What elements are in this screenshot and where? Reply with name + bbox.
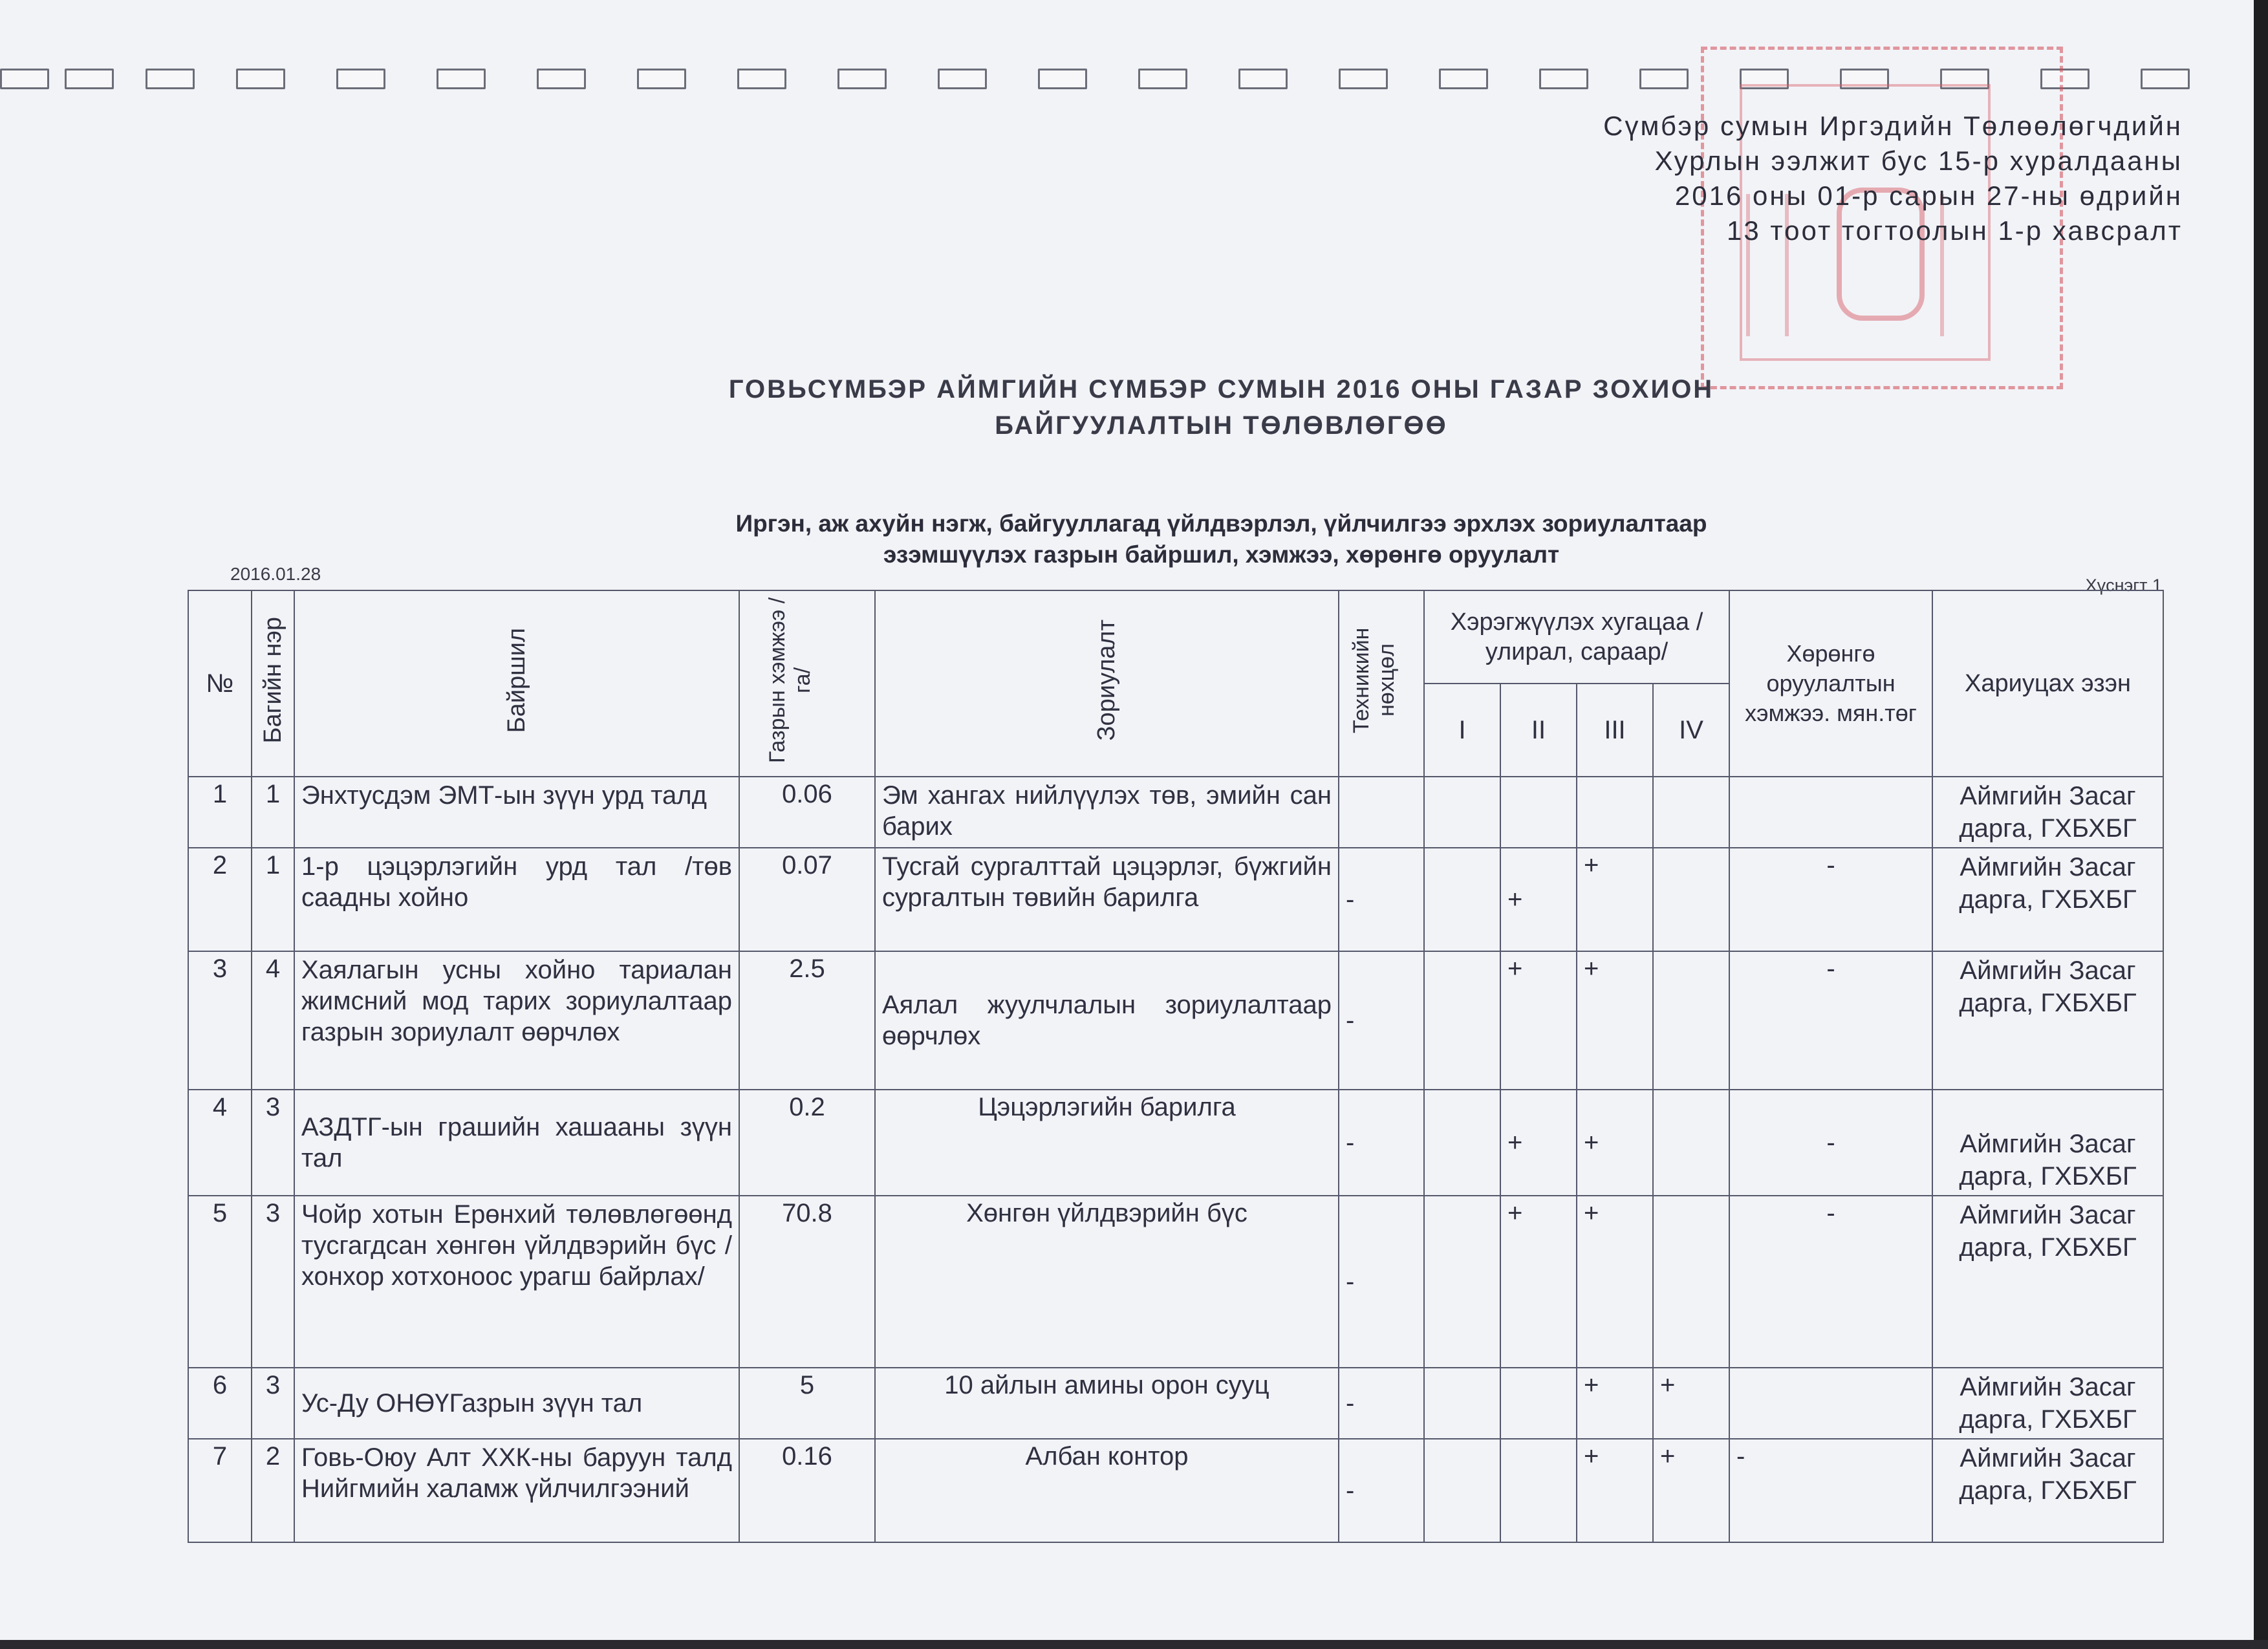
col-header-location: Байршил	[294, 590, 739, 777]
table-row: 4 3 АЗДТГ-ын грашийн хашааны зүүн тал 0.2 Цэцэрлэгийн барилга - + + - Аймгийн Засаг дарга, ГХБХБГ	[188, 1090, 2163, 1196]
table-row: 1 1 Энхтусдэм ЭМТ-ын зүүн урд талд 0.06 Эм хангах нийлүүлэх төв, эмийн сан барих Аймгийн Засаг дарга, ГХБХБГ	[188, 777, 2163, 848]
table-row: 5 3 Чойр хотын Ерөнхий төлөвлөгөөнд тусгагдсан хөнгөн үйлдвэрийн бүс /хонхор хотхоноос урагш байрлах/ 70.8 Хөнгөн үйлдвэрийн бүс - + + - Аймгийн Засаг дарга, ГХБХБГ	[188, 1196, 2163, 1368]
document-title: ГОВЬСҮМБЭР АЙМГИЙН СҮМБЭР СУМЫН 2016 ОНЫ ГАЗАР ЗОХИОН БАЙГУУЛАЛТЫН ТӨЛӨВЛӨГӨӨ	[728, 375, 1714, 440]
col-header-q2: II	[1500, 684, 1577, 777]
table-row: 6 3 Ус-Ду ОНӨҮГазрын зүүн тал 5 10 айлын амины орон сууц - + + Аймгийн Засаг дарга, ГХБХБГ	[188, 1368, 2163, 1439]
document-date: 2016.01.28	[230, 564, 321, 584]
attachment-label: Хүснэгт 1	[2085, 576, 2162, 595]
col-header-q4: IV	[1653, 684, 1729, 777]
col-header-area: Газрын хэмжээ /га/	[739, 590, 875, 777]
table-row: 2 1 1-р цэцэрлэгийн урд тал /төв саадны хойно 0.07 Тусгай сургалттай цэцэрлэг, бүжгийн сургалтын төвийн барилга - + + - Аймгийн Засаг дарга, ГХБХБГ	[188, 848, 2163, 951]
table-row: 3 4 Хаялагын усны хойно тариалан жимсний мод тарих зориулалтаар газрын зориулалт өөрчлөх 2.5 Аялал жуулчлалын зориулалтаар өөрчлөх - + + - Аймгийн Засаг дарга, ГХБХБГ	[188, 951, 2163, 1090]
col-header-bag: Багийн нэр	[252, 590, 294, 777]
col-header-q1: I	[1424, 684, 1500, 777]
col-header-q3: III	[1577, 684, 1653, 777]
scan-edge-bottom	[0, 1640, 2268, 1649]
table-row: 7 2 Говь-Оюу Алт ХХК-ны баруун талд Нийгмийн халамж үйлчилгээний 0.16 Албан контор - + + - Аймгийн Засаг дарга, ГХБХБГ	[188, 1439, 2163, 1542]
col-header-responsible: Хариуцах эзэн	[1932, 590, 2163, 777]
table-subtitle: Иргэн, аж ахуйн нэгж, байгууллагад үйлдвэрлэл, үйлчилгээ эрхлэх зориулалтаар эзэмшүүлэх газрын байршил, хэмжээ, хөрөнгө оруулалт	[735, 510, 1707, 568]
col-header-no: №	[188, 590, 252, 777]
land-plan-table	[188, 590, 2164, 1543]
col-header-period: Хэрэгжүүлэх хугацаа /улирал, сараар/	[1424, 590, 1729, 684]
col-header-investment: Хөрөнгө оруулалтын хэмжээ. мян.төг	[1729, 590, 1932, 777]
resolution-attachment-note: Сүмбэр сумын Иргэдийн Төлөөлөгчдийн Хурлын ээлжит бус 15-р хуралдааны 2016 оны 01-р сарын 27-ны өдрийн 13 тоот тогтоолын 1-р хавсралт	[1603, 111, 2183, 246]
scan-edge-right	[2254, 0, 2268, 1649]
col-header-technical: Техникийн нөхцөл	[1339, 590, 1424, 777]
col-header-purpose: Зориулалт	[875, 590, 1339, 777]
